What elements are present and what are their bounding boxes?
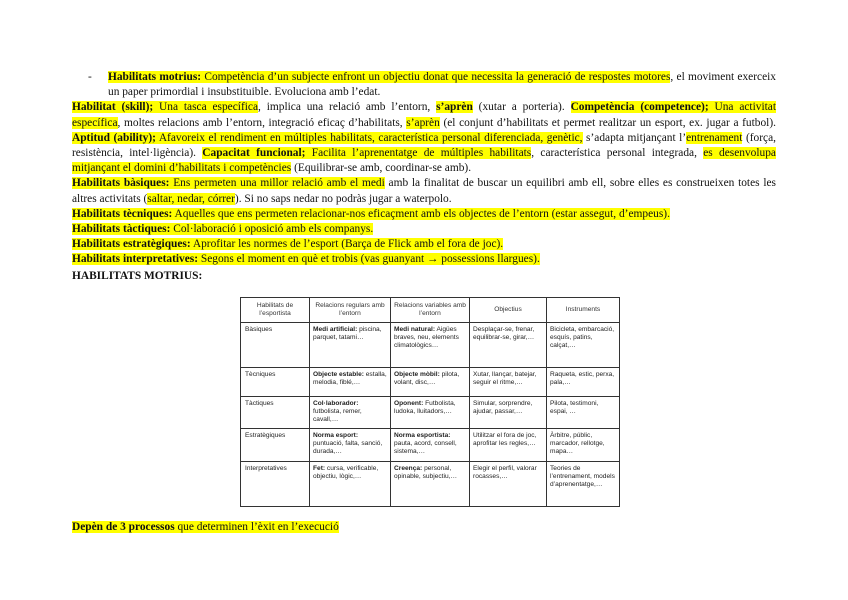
table-cell bbox=[310, 368, 391, 397]
table-cell: Utilitzar el fora de joc, aprofitar les regles,… bbox=[470, 428, 547, 461]
table-cell: Simular, sorprendre, ajudar, passar,… bbox=[470, 397, 547, 429]
table-header: Objectius bbox=[470, 298, 547, 323]
highlight-text: Una tasca específica bbox=[153, 101, 259, 114]
cell-key: Medi natural: bbox=[394, 326, 436, 333]
cell-text: personal, opinable, subjectiu,… bbox=[394, 464, 458, 480]
table-cell bbox=[310, 323, 391, 368]
highlight-text: que determinen l’èxit en l’execució bbox=[174, 521, 339, 534]
table-row bbox=[241, 368, 620, 397]
cell-key: Objecte estable: bbox=[313, 371, 364, 378]
cell-key: Col·laborador: bbox=[313, 400, 359, 407]
table-cell bbox=[391, 397, 470, 429]
row-label: Bàsiques bbox=[241, 323, 310, 368]
table-header: Habilitats de l’esportista bbox=[241, 298, 310, 323]
body-text: (Equilibrar-se amb, coordinar-se amb). bbox=[291, 162, 472, 175]
term-habilitats-interpretatives: Habilitats interpretatives: bbox=[72, 253, 199, 266]
cell-text: Futbolista, ludoka, lluitadors,… bbox=[394, 400, 456, 416]
term-habilitats-basiques: Habilitats bàsiques: bbox=[72, 177, 170, 190]
cell-text: cursa, verificable, objectiu, lògic,… bbox=[313, 464, 379, 480]
table-cell: Xutar, llançar, batejar, seguir el ritme,… bbox=[470, 368, 547, 397]
highlight-text: Col·laboració i oposició amb els companys. bbox=[170, 223, 374, 236]
highlight-text: es desenvolupa mitjançant el domini d’habilitats i competències bbox=[72, 147, 776, 175]
body-text: , implica una relació amb l’entorn, bbox=[258, 101, 437, 114]
highlight-text: Una activitat específica bbox=[72, 101, 776, 129]
table-header: Instruments bbox=[547, 298, 620, 323]
paragraph-habilitats-interpretatives bbox=[72, 252, 776, 267]
cell-key: Norma esportista: bbox=[394, 431, 451, 439]
paragraph-habilitats-estrategiques bbox=[72, 237, 776, 252]
cell-text: pilota, volant, disc,… bbox=[394, 371, 460, 387]
cell-text: piscina, parquet, tatami… bbox=[313, 326, 382, 342]
cell-key: Creença: bbox=[394, 464, 423, 472]
table-cell: Teories de l’entrenament, models d’aprenentatge,… bbox=[547, 461, 620, 506]
body-text: , el moviment exerceix un paper primordial i insubstituible. Evoluciona amb l’edat. bbox=[108, 71, 776, 99]
body-text: (xutar a porteria). bbox=[472, 101, 571, 114]
table-cell: Desplaçar-se, frenar, equilibrar-se, girar,… bbox=[470, 323, 547, 368]
table-cell bbox=[391, 428, 470, 461]
table-row bbox=[241, 397, 620, 429]
bullet-habilitats-motrius bbox=[72, 70, 776, 100]
cell-text: estalla, melodia, fiblé,… bbox=[313, 371, 387, 387]
highlight-text: saltar, nedar, córrer bbox=[147, 192, 235, 205]
body-text: (el conjunt d’habilitats et permet realitzar un esport, ex. jugar a futbol). bbox=[439, 116, 776, 129]
term-habilitats-estrategiques: Habilitats estratègiques: bbox=[72, 238, 191, 251]
cell-key: Objecte mòbil: bbox=[394, 371, 440, 378]
highlight-text: s’aprèn bbox=[406, 116, 440, 129]
row-label: Tàctiques bbox=[241, 397, 310, 429]
highlight-text: Segons el moment en què et trobis (vas guanyant → possessions llargues). bbox=[198, 253, 540, 266]
body-text: (força, resistència, intel·ligència). bbox=[72, 131, 776, 160]
table-cell: Pilota, testimoni, espai, … bbox=[547, 397, 620, 429]
table-cell bbox=[310, 397, 391, 429]
cell-key: Norma esport: bbox=[313, 431, 359, 439]
cell-key: Medi artificial: bbox=[313, 326, 358, 333]
body-text: ). Si no saps nedar no podràs jugar a waterpolo. bbox=[234, 192, 452, 205]
table-cell bbox=[310, 428, 391, 461]
document-body bbox=[72, 70, 776, 284]
body-text: amb la finalitat de buscar un equilibri amb ell, sobre elles es construeixen totes les altres activitats ( bbox=[72, 177, 776, 205]
term-competencia: Competència (competence); bbox=[570, 101, 709, 114]
highlight-text: Aquelles que ens permeten relacionar-nos eficaçment amb els objectes de l’entorn (estar assegut, d’empeus). bbox=[172, 207, 670, 220]
term-saprèn: s’aprèn bbox=[436, 101, 473, 114]
cell-text: futbolista, remer, cavall,… bbox=[313, 408, 362, 424]
row-label: Interpretatives bbox=[241, 461, 310, 506]
paragraph-habilitats-basiques bbox=[72, 176, 776, 206]
body-text: s’adapta mitjançant l’ bbox=[582, 131, 687, 144]
highlight-text: Ens permeten una millor relació amb el medi bbox=[169, 177, 385, 190]
table-cell: Elegir el perfil, valorar rocasses,… bbox=[470, 461, 547, 506]
highlight-text: entrenament bbox=[686, 131, 743, 144]
body-text: , moltes relacions amb l’entorn, integració eficaç d’habilitats, bbox=[117, 116, 407, 129]
footer-line bbox=[72, 520, 339, 535]
cell-key: Fet: bbox=[313, 464, 326, 472]
habilitats-table bbox=[240, 297, 620, 507]
term-habilitats-tactiques: Habilitats tàctiques: bbox=[72, 223, 171, 236]
term-depen-processos: Depèn de 3 processos bbox=[72, 521, 175, 534]
paragraph-habilitats-tactiques bbox=[72, 222, 776, 237]
table-cell: Raqueta, estic, perxa, pala,… bbox=[547, 368, 620, 397]
cell-text: puntuació, falta, sanció, durada,… bbox=[313, 439, 383, 456]
paragraph-definitions bbox=[72, 100, 776, 176]
row-label: Estratègiques bbox=[241, 428, 310, 461]
table-cell bbox=[391, 368, 470, 397]
table-header: Relacions regulars amb l’entorn bbox=[310, 298, 391, 323]
term-habilitats-tecniques: Habilitats tècniques: bbox=[72, 207, 173, 220]
term-aptitud: Aptitud (ability); bbox=[72, 131, 156, 144]
table-cell: Àrbitre, públic, marcador, rellotge, mapa… bbox=[547, 428, 620, 461]
row-label: Tècniques bbox=[241, 368, 310, 397]
table-cell bbox=[391, 461, 470, 506]
highlight-text: Competència d’un subjecte enfront un objectiu donat que necessita la generació de respostes motores bbox=[201, 71, 671, 83]
section-title: HABILITATS MOTRIUS: bbox=[72, 269, 203, 282]
term-capacitat-funcional: Capacitat funcional; bbox=[202, 147, 306, 160]
table-header: Relacions variables amb l’entorn bbox=[391, 298, 470, 323]
cell-text: pauta, acord, consell, sistema,… bbox=[394, 439, 457, 456]
table-row bbox=[241, 461, 620, 506]
table-header-row bbox=[241, 298, 620, 323]
paragraph-habilitats-tecniques bbox=[72, 207, 776, 222]
table-row bbox=[241, 323, 620, 368]
term-habilitat: Habilitat (skill); bbox=[72, 101, 154, 114]
cell-key: Oponent: bbox=[394, 400, 424, 407]
table-cell: Bicicleta, embarcació, esquís, patins, calçat,… bbox=[547, 323, 620, 368]
table-cell bbox=[391, 323, 470, 368]
highlight-text: Facilita l’aprenentatge de múltiples habilitats bbox=[305, 147, 532, 160]
cell-text: Aigües braves, neu, elements climatològics… bbox=[394, 326, 459, 350]
body-text: , característica personal integrada, bbox=[531, 147, 704, 160]
highlight-text: Aprofitar les normes de l’esport (Barça de Flick amb el fora de joc). bbox=[190, 238, 504, 251]
table-cell bbox=[310, 461, 391, 506]
highlight-text: Afavoreix el rendiment en múltiples habilitats, característica personal diferenciada, genètic, bbox=[155, 131, 583, 144]
table-row bbox=[241, 428, 620, 461]
bullet-dash: - bbox=[88, 71, 92, 83]
term-habilitats-motrius: Habilitats motrius: bbox=[108, 71, 202, 83]
